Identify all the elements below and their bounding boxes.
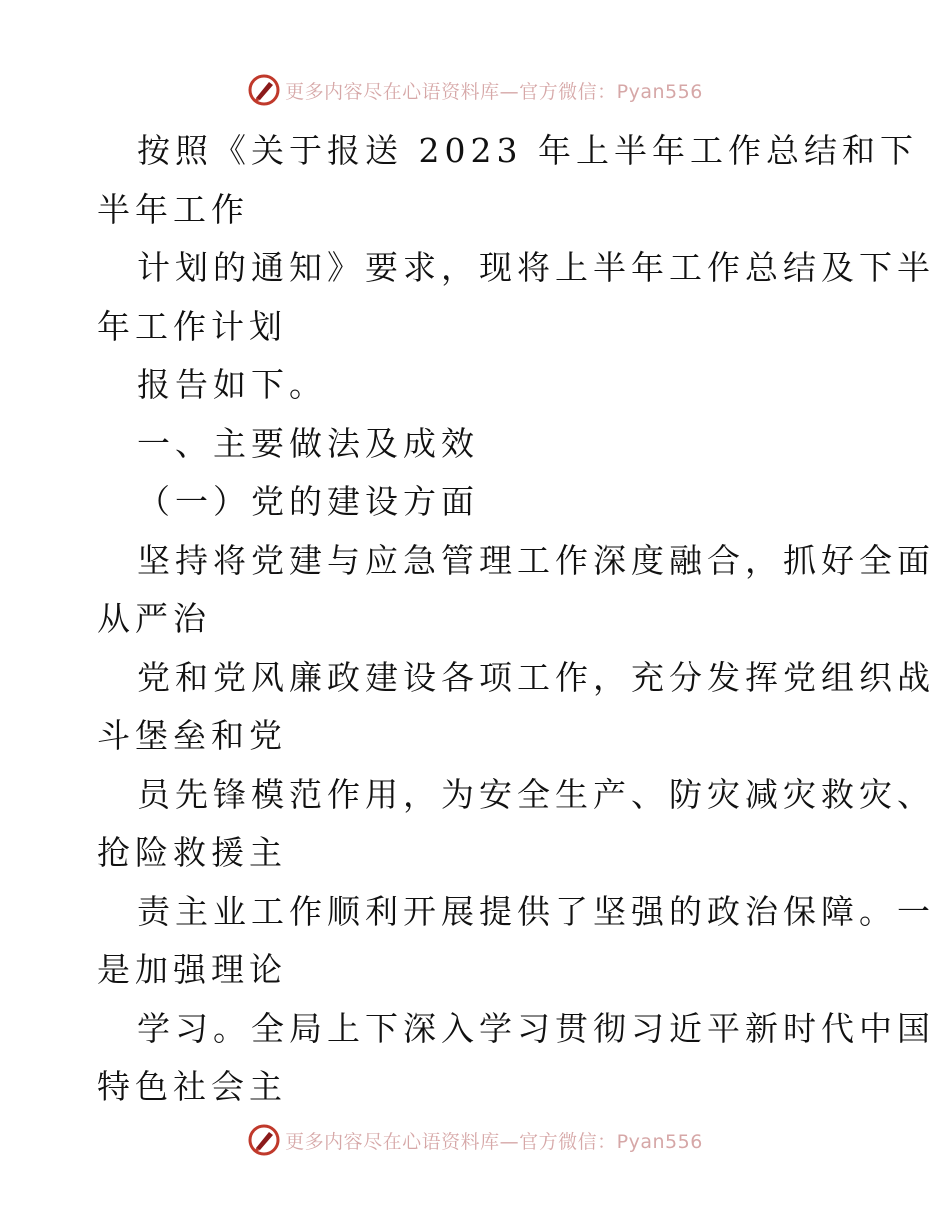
text-line: 党和党风廉政建设各项工作，充分发挥党组织战 (137, 657, 935, 697)
watermark-text: 更多内容尽在心语资料库—官方微信：Pyan556 (285, 80, 703, 103)
text-line: 斗堡垒和党 (97, 716, 287, 755)
text-line: 是加强理论 (97, 950, 287, 989)
text-line: 抢险救援主 (97, 833, 287, 872)
text-line: 坚持将党建与应急管理工作深度融合，抓好全面 (137, 540, 935, 580)
footer-watermark (0, 1120, 950, 1160)
text-line: 计划的通知》要求，现将上半年工作总结及下半 (137, 248, 935, 287)
pen-circle-logo-icon (247, 1123, 281, 1157)
text-line: 员先锋模范作用，为安全生产、防灾减灾救灾、 (137, 774, 935, 814)
text-line: 半年工作 (97, 189, 249, 229)
text-line: 一、主要做法及成效 (137, 423, 479, 463)
text-line: 报告如下。 (137, 365, 327, 404)
text-line: 按照《关于报送 2023 年上半年工作总结和下 (137, 131, 918, 170)
text-line: 特色社会主 (97, 1067, 287, 1106)
text-line: 年工作计划 (97, 306, 287, 346)
header-watermark (0, 70, 950, 110)
text-line: （一）党的建设方面 (137, 482, 479, 521)
watermark-text: 更多内容尽在心语资料库—官方微信：Pyan556 (285, 1130, 703, 1153)
pen-circle-logo-icon (247, 73, 281, 107)
text-line: 责主业工作顺利开展提供了坚强的政治保障。一 (137, 891, 935, 931)
text-line: 从严治 (97, 599, 211, 638)
document-body (97, 122, 935, 1117)
text-line: 学习。全局上下深入学习贯彻习近平新时代中国 (137, 1008, 935, 1048)
